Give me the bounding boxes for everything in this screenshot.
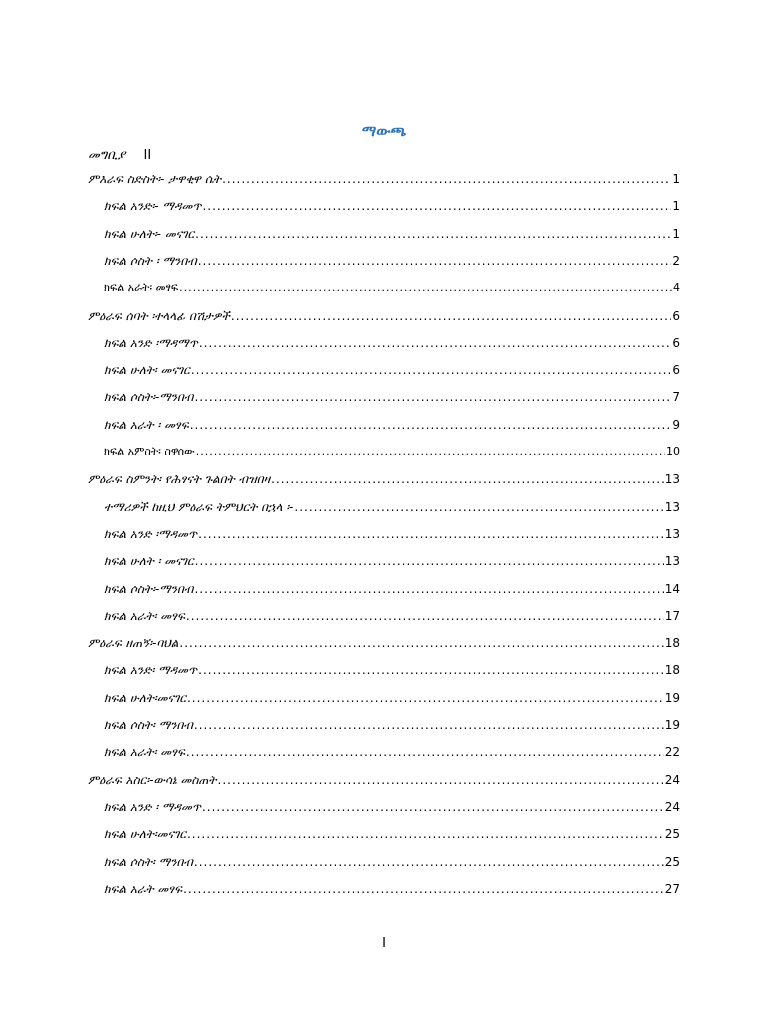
toc-entry-label: ክፍል ሶስት፡-ማንበብ [104, 390, 194, 405]
toc-entry-page: 1 [672, 172, 680, 186]
toc-entry-page: 19 [664, 690, 680, 705]
toc-entry-page: 22 [664, 745, 680, 760]
toc-entry-label: ክፍል ሁለት፡- መናገር [104, 226, 195, 241]
toc-entry-page: 25 [664, 854, 680, 869]
toc-entry-page: 4 [673, 281, 680, 295]
toc-entry[interactable] [88, 172, 680, 190]
toc-entry-page: 14 [664, 581, 680, 596]
toc-entry-page: 13 [664, 554, 680, 569]
toc-entry-label: ክፍል አራት መፃፍ [104, 881, 183, 896]
toc-entry-label: ክፍል ሁለት፡መናገር [104, 690, 186, 705]
toc-title: ማውጫ [361, 122, 407, 140]
toc-dot-leader [198, 254, 672, 268]
toc-entry-page: 2 [672, 253, 680, 268]
toc-entry-page: 13 [664, 526, 680, 541]
toc-entry[interactable] [104, 336, 680, 354]
toc-entry-label: ክፍል ሶስት፡ ማንበብ [104, 718, 193, 732]
toc-entry[interactable] [104, 691, 680, 709]
toc-entry[interactable] [104, 445, 680, 463]
toc-entry-label: ክፍል ሁለት ፡ መናገር [104, 554, 194, 569]
toc-dot-leader [271, 472, 664, 486]
toc-entry[interactable] [104, 281, 680, 299]
toc-entry-label: ክፍል ሶስት ፡ ማንበብ [104, 253, 197, 268]
toc-entry-label: ክፍል አንድ ፡ማዳመጥ [104, 526, 198, 541]
toc-entry[interactable] [104, 663, 680, 681]
toc-dot-leader [195, 227, 671, 241]
toc-entry[interactable] [104, 254, 680, 272]
toc-dot-leader [191, 363, 672, 377]
toc-entry-label: ክፍል አንድ፡- ማዳመጥ [104, 199, 202, 214]
toc-entry-label: ክፍል አንድ ፡ ማዳመጥ [104, 799, 201, 814]
toc-entry-label: ክፍል ሁለት፡ መናገር [104, 363, 190, 378]
toc-entry-page: 27 [664, 881, 680, 896]
toc-dot-leader [187, 691, 664, 705]
toc-intro-page: II [143, 148, 152, 163]
toc-entry-label: ክፍል አራት፡ መፃፍ [104, 745, 185, 760]
toc-entry-page: 17 [664, 608, 680, 623]
toc-entry-label: ክፍል አንድ፡ ማዳመጥ [104, 663, 198, 678]
toc-entry-label: ምእራፍ ስድስት፡- ታዋቂዋ ሴት [88, 172, 222, 186]
toc-dot-leader [294, 500, 663, 514]
toc-entry-label: ክፍል ሶስት፡ ማንበብ [104, 854, 193, 869]
toc-entry-page: 18 [664, 636, 680, 651]
toc-entry-page: 6 [672, 335, 680, 350]
toc-entry[interactable] [104, 882, 680, 900]
toc-dot-leader [202, 800, 664, 814]
page-number: I [382, 936, 386, 951]
toc-entry[interactable] [104, 418, 680, 436]
toc-entry-page: 10 [666, 445, 680, 458]
toc-dot-leader [186, 609, 664, 623]
toc-entry-page: 24 [664, 772, 680, 787]
toc-entry-label: ክፍል አራት፡ መፃፍ [104, 281, 179, 295]
toc-entry-page: 18 [664, 663, 680, 678]
toc-entry-page: 19 [664, 718, 680, 732]
toc-dot-leader [195, 554, 664, 568]
toc-entry-page: 24 [664, 799, 680, 814]
toc-entry-page: 9 [672, 417, 680, 432]
toc-entry-page: 7 [672, 390, 680, 405]
toc-dot-leader [198, 663, 664, 677]
toc-dot-leader [194, 855, 664, 869]
toc-dot-leader [218, 773, 664, 787]
toc-entry[interactable] [104, 718, 680, 736]
toc-dot-leader [186, 745, 664, 759]
toc-entry-label: ምዕራፍ ዘጠኝ፡-ባህል [88, 636, 179, 651]
toc-dot-leader [179, 281, 672, 294]
toc-entry[interactable] [104, 500, 680, 518]
toc-dot-leader [198, 527, 664, 541]
toc-entry[interactable] [104, 554, 680, 572]
toc-entry-label: ክፍል ሶስት፡-ማንበብ [104, 581, 194, 596]
toc-entry[interactable] [104, 199, 680, 217]
toc-dot-leader [194, 582, 663, 596]
toc-intro-label: መግቢያ [88, 148, 126, 163]
toc-entry[interactable] [104, 390, 680, 408]
toc-entry-label: ተማሪዎች ከዚህ ምዕራፍ ትምህርት በኋላ ፡- [104, 499, 294, 514]
toc-dot-leader [194, 718, 664, 732]
toc-entry[interactable] [104, 227, 680, 245]
toc-entry[interactable] [88, 773, 680, 791]
toc-entry-page: 25 [664, 827, 680, 842]
toc-dot-leader [187, 827, 664, 841]
toc-entry-page: 6 [672, 308, 680, 323]
toc-entry-label: ምዕራፍ አስር፡-ውሳኔ መስጠት [88, 772, 217, 787]
toc-dot-leader [179, 636, 663, 650]
toc-entry-label: ምዕራፍ ስምንት፡ የሕፃናት ጉልበት ብዝበዛ [88, 472, 271, 487]
toc-entry-label: ክፍል አንድ ፡ማዳማጥ [104, 335, 198, 350]
toc-entry-page: 1 [672, 226, 680, 241]
toc-entry[interactable] [104, 363, 680, 381]
toc-entry-label: ክፍል ሁለት፡መናገር [104, 827, 186, 842]
toc-dot-leader [202, 199, 671, 213]
toc-entry-label: ክፍል አራት፡ መፃፍ [104, 608, 185, 623]
toc-entry[interactable] [88, 472, 680, 490]
toc-entry-label: ክፍል አምስት፡ ስዋሰው [104, 445, 195, 458]
toc-dot-leader [194, 390, 671, 404]
toc-entry-page: 6 [672, 363, 680, 378]
toc-entry[interactable] [104, 800, 680, 818]
toc-entry-page: 1 [672, 199, 680, 214]
toc-entry[interactable] [88, 309, 680, 327]
toc-entry-label: ክፍል አራት ፡ መፃፍ [104, 417, 189, 432]
toc-entry[interactable] [104, 745, 680, 763]
toc-intro-entry[interactable] [88, 148, 151, 163]
toc-entry-page: 13 [664, 499, 680, 514]
toc-dot-leader [199, 336, 672, 350]
toc-dot-leader [196, 445, 665, 458]
toc-entry[interactable] [104, 609, 680, 627]
toc-entry[interactable] [104, 855, 680, 873]
toc-entry[interactable] [104, 527, 680, 545]
toc-dot-leader [231, 309, 671, 323]
toc-entry[interactable] [104, 582, 680, 600]
toc-entry-label: ምዕራፍ ሰባት ፡ተላላፊ በሽታዎች [88, 308, 230, 323]
toc-dot-leader [222, 172, 671, 186]
toc-entry[interactable] [104, 827, 680, 845]
toc-dot-leader [183, 882, 664, 896]
toc-entry-page: 13 [664, 472, 680, 487]
toc-entry[interactable] [88, 636, 680, 654]
toc-dot-leader [190, 418, 672, 432]
